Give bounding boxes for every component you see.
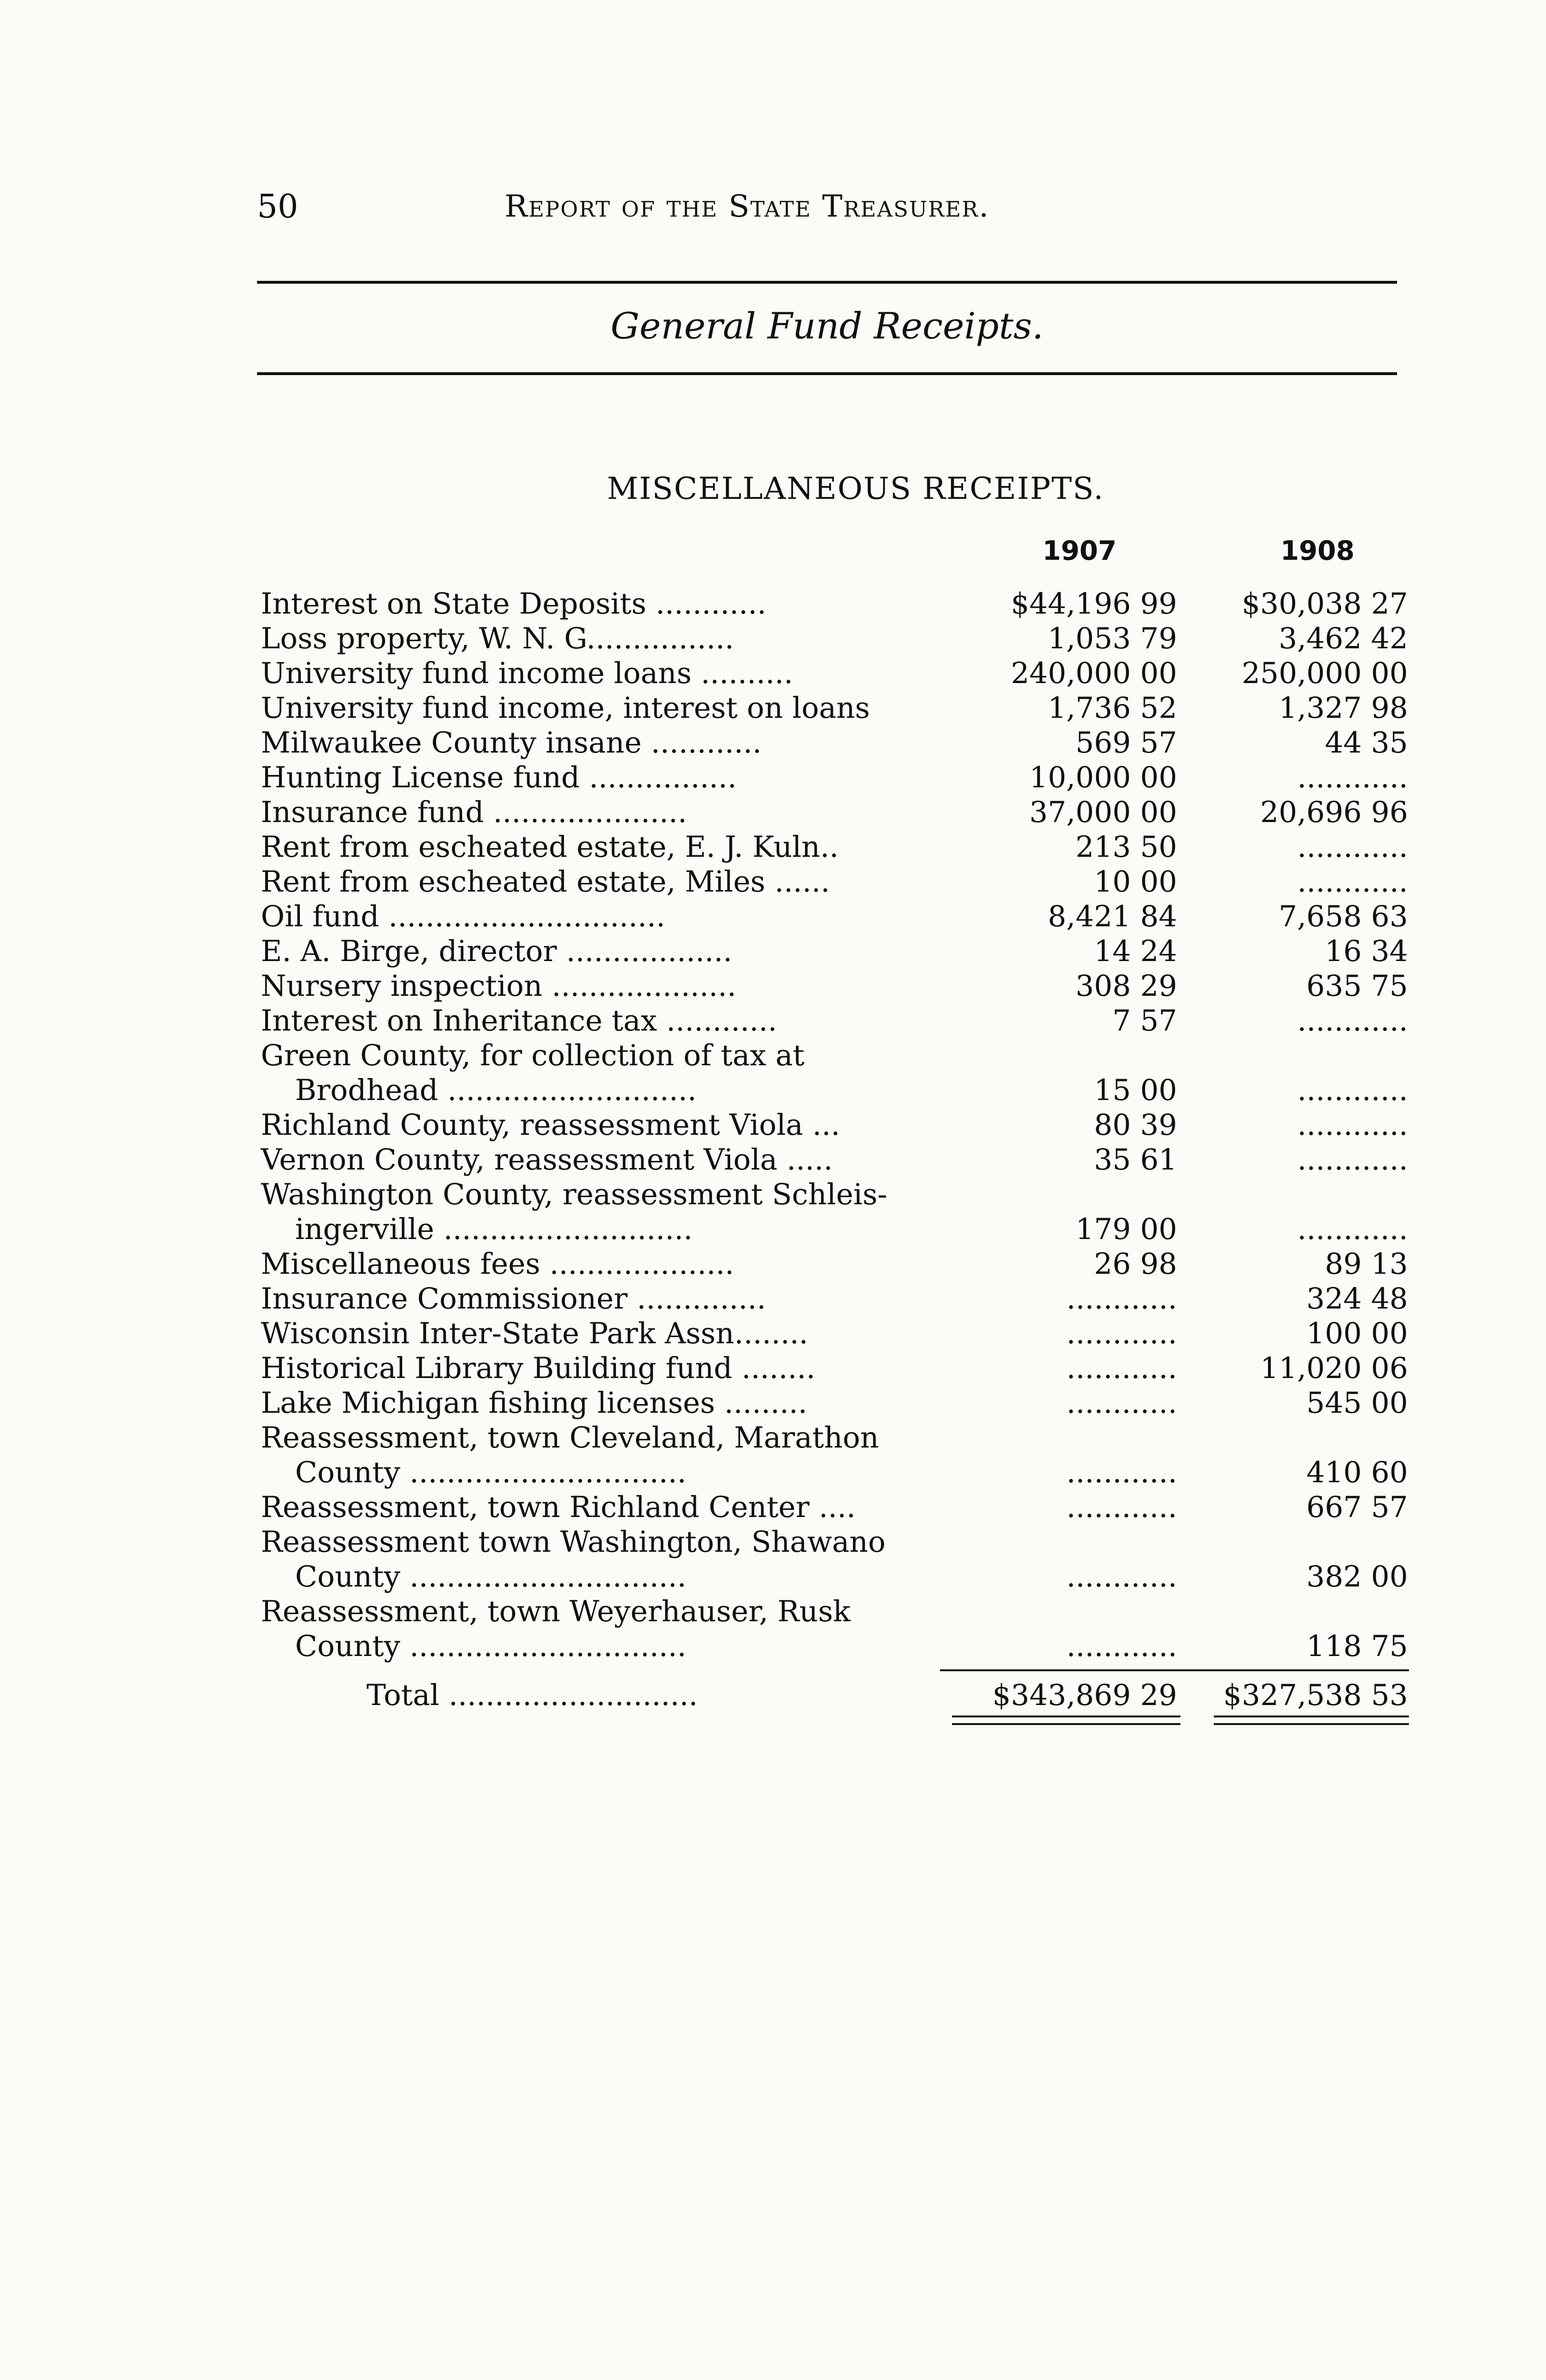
amount-1908: ............: [1297, 761, 1408, 794]
receipts-table: [261, 586, 1413, 1712]
amount-1908: 382 00: [1306, 1560, 1408, 1594]
page-header: [257, 188, 1418, 240]
total-1907: $343,869 29: [992, 1678, 1177, 1712]
table-row: [261, 1386, 1413, 1420]
table-row: [261, 864, 1413, 899]
amount-1908: ............: [1297, 830, 1408, 864]
table-row: [261, 1003, 1413, 1038]
amount-1908: 118 75: [1306, 1629, 1408, 1663]
table-row: [261, 1594, 1413, 1629]
row-label: Milwaukee County insane ............: [261, 726, 762, 760]
total-double-rule-1907: [952, 1716, 1180, 1725]
amount-1907: 15 00: [1094, 1073, 1177, 1107]
row-label: Reassessment, town Cleveland, Marathon: [261, 1421, 879, 1455]
amount-1907: 35 61: [1094, 1143, 1177, 1177]
amount-1907: $44,196 99: [1011, 587, 1177, 621]
amount-1908: 11,020 06: [1260, 1351, 1408, 1385]
total-row: [261, 1678, 1413, 1713]
table-row: [261, 1212, 1413, 1247]
amount-1908: ............: [1297, 865, 1408, 899]
row-label: Reassessment, town Richland Center ....: [261, 1490, 856, 1524]
amount-1908: 100 00: [1306, 1317, 1408, 1350]
row-label: Lake Michigan fishing licenses .........: [261, 1386, 808, 1420]
table-row: [261, 1108, 1413, 1142]
row-label: Interest on Inheritance tax ............: [261, 1004, 777, 1038]
row-label: E. A. Birge, director ..................: [261, 934, 733, 968]
table-row: [261, 830, 1413, 864]
amount-1908: 44 35: [1325, 726, 1408, 760]
row-label: Vernon County, reassessment Viola .....: [261, 1143, 833, 1177]
bottom-rule: [257, 372, 1397, 375]
table-row: [261, 1455, 1413, 1490]
amount-1908: ............: [1297, 1143, 1408, 1177]
column-header-1907: 1907: [1042, 536, 1117, 566]
amount-1907: ............: [1066, 1386, 1177, 1420]
row-label: University fund income, interest on loans: [261, 691, 870, 725]
table-row: [261, 1525, 1413, 1559]
amount-1907: 1,053 79: [1048, 622, 1177, 655]
row-label: Richland County, reassessment Viola ...: [261, 1108, 840, 1142]
amount-1908: ............: [1297, 1073, 1408, 1107]
table-row: [261, 1073, 1413, 1108]
total-1908: $327,538 53: [1223, 1678, 1408, 1712]
row-label: University fund income loans ..........: [261, 656, 793, 690]
amount-1908: 7,658 63: [1278, 900, 1408, 933]
running-title: Report of the State Treasurer.: [505, 189, 990, 224]
amount-1907: 1,736 52: [1048, 691, 1177, 725]
row-label: Wisconsin Inter-State Park Assn........: [261, 1317, 808, 1350]
column-header-1908: 1908: [1280, 536, 1355, 566]
amount-1907: 8,421 84: [1048, 900, 1177, 933]
total-rule-1908: [1171, 1669, 1409, 1671]
total-rule-1907: [940, 1669, 1180, 1671]
amount-1907: 179 00: [1075, 1212, 1177, 1246]
table-row: [261, 1247, 1413, 1281]
table-row: [261, 1038, 1413, 1073]
total-double-rule-1908: [1214, 1716, 1409, 1725]
amount-1908: 20,696 96: [1260, 795, 1408, 829]
page-number: 50: [257, 188, 298, 226]
row-label: Oil fund ..............................: [261, 900, 665, 933]
amount-1908: 250,000 00: [1241, 656, 1408, 690]
amount-1907: ............: [1066, 1282, 1177, 1316]
row-label: Nursery inspection ....................: [261, 969, 736, 1003]
row-label: Green County, for collection of tax at: [261, 1039, 805, 1072]
amount-1908: 410 60: [1306, 1456, 1408, 1489]
amount-1907: 37,000 00: [1029, 795, 1177, 829]
amount-1907: ............: [1066, 1560, 1177, 1594]
amount-1907: 26 98: [1094, 1247, 1177, 1281]
table-row: [261, 725, 1413, 760]
amount-1907: 7 57: [1112, 1004, 1177, 1038]
row-label: ingerville ...........................: [295, 1212, 693, 1246]
table-row: [261, 691, 1413, 725]
amount-1908: ............: [1297, 1004, 1408, 1038]
row-label: Brodhead ...........................: [295, 1073, 697, 1107]
table-row: [261, 1490, 1413, 1525]
amount-1907: 14 24: [1094, 934, 1177, 968]
table-row: [261, 795, 1413, 830]
row-label: Interest on State Deposits ............: [261, 587, 767, 621]
amount-1907: 10 00: [1094, 865, 1177, 899]
row-label: Insurance fund .....................: [261, 795, 687, 829]
table-row: [261, 969, 1413, 1003]
row-label: Reassessment town Washington, Shawano: [261, 1525, 886, 1559]
row-label: Washington County, reassessment Schleis-: [261, 1178, 888, 1211]
table-row: [261, 621, 1413, 656]
row-label: Reassessment, town Weyerhauser, Rusk: [261, 1595, 851, 1628]
table-row: [261, 934, 1413, 969]
row-label: Historical Library Building fund ........: [261, 1351, 816, 1385]
amount-1907: ............: [1066, 1629, 1177, 1663]
row-label: County ..............................: [295, 1456, 687, 1489]
table-row: [261, 1420, 1413, 1455]
amount-1908: 667 57: [1306, 1490, 1408, 1524]
row-label: Rent from escheated estate, Miles ......: [261, 865, 830, 899]
table-title: MISCELLANEOUS RECEIPTS.: [607, 471, 1104, 506]
row-label: County ..............................: [295, 1560, 687, 1594]
amount-1908: 324 48: [1306, 1282, 1408, 1316]
table-row: [261, 586, 1413, 621]
row-label: Loss property, W. N. G................: [261, 622, 734, 655]
table-row: [261, 1142, 1413, 1177]
amount-1907: ............: [1066, 1351, 1177, 1385]
total-label: Total ...........................: [367, 1678, 698, 1712]
table-row: [261, 1559, 1413, 1594]
amount-1908: ............: [1297, 1108, 1408, 1142]
row-label: Rent from escheated estate, E. J. Kuln..: [261, 830, 839, 864]
table-row: [261, 656, 1413, 691]
amount-1907: ............: [1066, 1490, 1177, 1524]
amount-1907: 308 29: [1075, 969, 1177, 1003]
row-label: County ..............................: [295, 1629, 687, 1663]
amount-1908: 635 75: [1306, 969, 1408, 1003]
table-row: [261, 899, 1413, 934]
amount-1908: 16 34: [1325, 934, 1408, 968]
amount-1908: 545 00: [1306, 1386, 1408, 1420]
amount-1907: ............: [1066, 1456, 1177, 1489]
top-rule: [257, 281, 1397, 284]
table-row: [261, 1177, 1413, 1212]
amount-1908: 3,462 42: [1278, 622, 1408, 655]
amount-1908: ............: [1297, 1212, 1408, 1246]
table-row: [261, 1629, 1413, 1664]
row-label: Hunting License fund ................: [261, 761, 737, 794]
amount-1908: $30,038 27: [1241, 587, 1408, 621]
section-title: General Fund Receipts.: [610, 305, 1044, 347]
table-row: [261, 1351, 1413, 1386]
amount-1907: 240,000 00: [1011, 656, 1177, 690]
table-row: [261, 1316, 1413, 1351]
table-row: [261, 1281, 1413, 1316]
amount-1907: ............: [1066, 1317, 1177, 1350]
row-label: Insurance Commissioner ..............: [261, 1282, 766, 1316]
amount-1907: 213 50: [1075, 830, 1177, 864]
amount-1907: 569 57: [1075, 726, 1177, 760]
row-label: Miscellaneous fees ....................: [261, 1247, 734, 1281]
amount-1907: 80 39: [1094, 1108, 1177, 1142]
amount-1908: 89 13: [1325, 1247, 1408, 1281]
table-row: [261, 760, 1413, 795]
amount-1907: 10,000 00: [1029, 761, 1177, 794]
amount-1908: 1,327 98: [1278, 691, 1408, 725]
